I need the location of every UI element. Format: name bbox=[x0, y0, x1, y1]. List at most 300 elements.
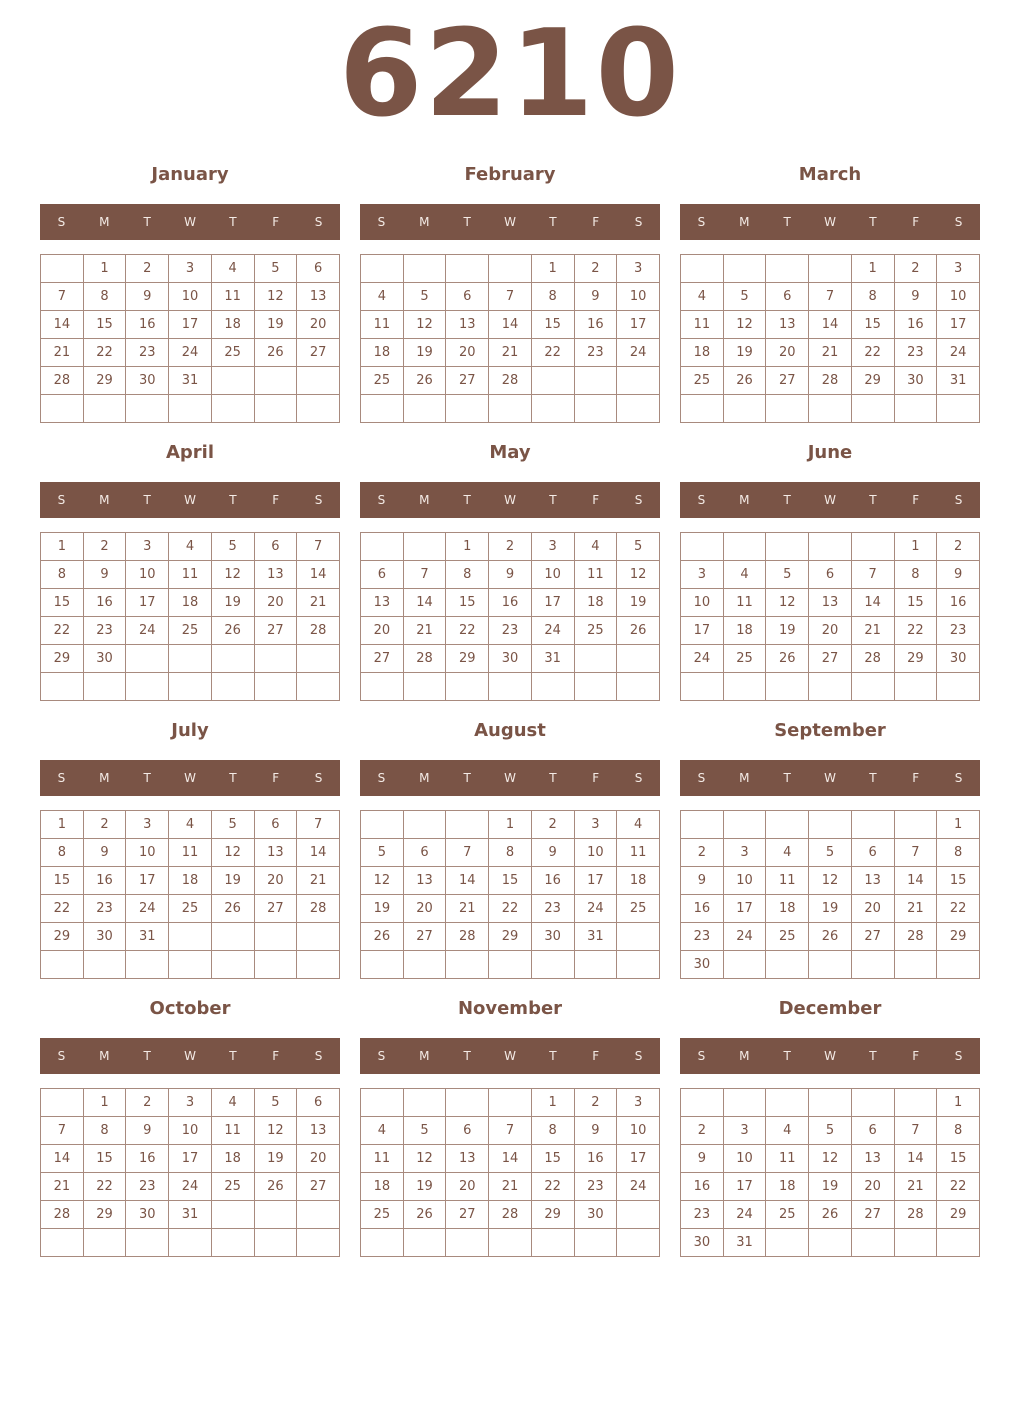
day-cell: 13 bbox=[254, 561, 297, 589]
day-cell: 21 bbox=[894, 1173, 937, 1201]
week-row bbox=[681, 867, 980, 895]
day-cell bbox=[809, 395, 852, 423]
day-cell: 3 bbox=[169, 255, 212, 283]
day-cell bbox=[894, 1089, 937, 1117]
day-cell: 22 bbox=[83, 339, 126, 367]
day-cell bbox=[937, 395, 980, 423]
day-cell: 28 bbox=[489, 367, 532, 395]
day-cell: 26 bbox=[254, 339, 297, 367]
weekday-label: F bbox=[912, 771, 920, 785]
day-cell bbox=[851, 673, 894, 701]
day-cell: 16 bbox=[126, 311, 169, 339]
weekday-label: T bbox=[229, 1049, 237, 1063]
day-cell: 10 bbox=[723, 867, 766, 895]
year-title: 6210 bbox=[339, 5, 681, 144]
day-cell: 17 bbox=[617, 311, 660, 339]
day-cell: 21 bbox=[489, 1173, 532, 1201]
day-cell: 17 bbox=[681, 617, 724, 645]
weekday-label: M bbox=[419, 493, 430, 507]
day-cell bbox=[41, 951, 84, 979]
day-cell: 13 bbox=[254, 839, 297, 867]
day-cell: 19 bbox=[809, 895, 852, 923]
weekday-label: S bbox=[697, 215, 706, 229]
day-cell: 19 bbox=[617, 589, 660, 617]
day-cell: 10 bbox=[617, 1117, 660, 1145]
day-cell bbox=[617, 673, 660, 701]
weekday-label: S bbox=[377, 1049, 386, 1063]
day-cell bbox=[809, 673, 852, 701]
weekday-label: S bbox=[634, 771, 643, 785]
day-cell: 16 bbox=[83, 589, 126, 617]
month-name: March bbox=[798, 164, 862, 185]
week-row bbox=[41, 311, 340, 339]
day-cell bbox=[723, 533, 766, 561]
weekday-label: T bbox=[783, 493, 791, 507]
day-cell bbox=[297, 645, 340, 673]
day-cell: 29 bbox=[41, 645, 84, 673]
day-cell: 21 bbox=[41, 339, 84, 367]
day-cell: 6 bbox=[403, 839, 446, 867]
day-cell: 26 bbox=[211, 895, 254, 923]
day-grid bbox=[40, 254, 340, 423]
day-cell: 11 bbox=[169, 839, 212, 867]
day-cell: 9 bbox=[83, 561, 126, 589]
day-cell: 20 bbox=[254, 867, 297, 895]
day-cell: 18 bbox=[211, 1145, 254, 1173]
day-cell bbox=[489, 1229, 532, 1257]
week-row bbox=[361, 311, 660, 339]
weekday-label: W bbox=[824, 215, 836, 229]
day-cell: 12 bbox=[211, 561, 254, 589]
weekday-label: M bbox=[739, 493, 750, 507]
weekday-label: F bbox=[272, 215, 280, 229]
day-cell: 13 bbox=[809, 589, 852, 617]
day-cell bbox=[297, 1201, 340, 1229]
day-cell: 9 bbox=[937, 561, 980, 589]
day-cell: 28 bbox=[41, 367, 84, 395]
week-row bbox=[41, 339, 340, 367]
weekday-label: W bbox=[504, 1049, 516, 1063]
week-row bbox=[41, 367, 340, 395]
day-cell: 30 bbox=[681, 951, 724, 979]
day-cell: 5 bbox=[211, 533, 254, 561]
day-cell bbox=[361, 1089, 404, 1117]
weekday-label: T bbox=[869, 1049, 877, 1063]
weekday-label: T bbox=[549, 215, 557, 229]
day-cell: 2 bbox=[681, 839, 724, 867]
day-cell bbox=[126, 395, 169, 423]
weekday-header bbox=[360, 204, 660, 240]
weekday-label: F bbox=[592, 215, 600, 229]
week-row bbox=[681, 1229, 980, 1257]
weekday-label: S bbox=[954, 771, 963, 785]
week-row bbox=[41, 1229, 340, 1257]
weekday-label: F bbox=[272, 771, 280, 785]
day-cell: 3 bbox=[617, 1089, 660, 1117]
week-row bbox=[41, 561, 340, 589]
day-cell: 16 bbox=[937, 589, 980, 617]
day-cell: 31 bbox=[937, 367, 980, 395]
day-cell bbox=[403, 673, 446, 701]
day-cell: 30 bbox=[83, 923, 126, 951]
day-cell bbox=[809, 811, 852, 839]
day-cell: 14 bbox=[41, 311, 84, 339]
day-cell: 3 bbox=[723, 839, 766, 867]
week-row bbox=[681, 895, 980, 923]
weekday-label: S bbox=[57, 771, 66, 785]
day-cell bbox=[211, 1201, 254, 1229]
day-cell: 11 bbox=[361, 1145, 404, 1173]
day-cell bbox=[617, 395, 660, 423]
day-cell: 22 bbox=[531, 339, 574, 367]
day-cell: 19 bbox=[361, 895, 404, 923]
day-cell bbox=[211, 923, 254, 951]
day-cell: 5 bbox=[361, 839, 404, 867]
day-cell bbox=[211, 1229, 254, 1257]
month-name: December bbox=[778, 998, 882, 1019]
day-cell: 11 bbox=[723, 589, 766, 617]
week-row bbox=[681, 923, 980, 951]
day-cell bbox=[531, 367, 574, 395]
day-cell: 20 bbox=[851, 895, 894, 923]
day-cell: 1 bbox=[41, 811, 84, 839]
day-cell bbox=[617, 367, 660, 395]
week-row bbox=[361, 1117, 660, 1145]
day-cell bbox=[83, 395, 126, 423]
day-cell: 1 bbox=[83, 255, 126, 283]
day-cell: 13 bbox=[361, 589, 404, 617]
weekday-label: S bbox=[697, 1049, 706, 1063]
day-cell bbox=[851, 951, 894, 979]
day-cell: 21 bbox=[809, 339, 852, 367]
day-cell bbox=[446, 951, 489, 979]
day-cell bbox=[489, 673, 532, 701]
day-cell: 22 bbox=[41, 895, 84, 923]
day-cell: 1 bbox=[851, 255, 894, 283]
weekday-label: W bbox=[824, 1049, 836, 1063]
day-cell: 28 bbox=[446, 923, 489, 951]
day-cell: 21 bbox=[403, 617, 446, 645]
month-name: August bbox=[474, 720, 546, 741]
week-row bbox=[41, 395, 340, 423]
day-cell: 12 bbox=[809, 1145, 852, 1173]
day-cell: 1 bbox=[531, 255, 574, 283]
day-cell bbox=[766, 1089, 809, 1117]
day-cell: 5 bbox=[254, 1089, 297, 1117]
day-cell: 8 bbox=[851, 283, 894, 311]
day-cell: 17 bbox=[169, 1145, 212, 1173]
day-cell: 29 bbox=[531, 1201, 574, 1229]
week-row bbox=[361, 895, 660, 923]
day-cell: 26 bbox=[403, 1201, 446, 1229]
day-cell: 14 bbox=[297, 561, 340, 589]
weekday-header bbox=[40, 760, 340, 796]
day-cell: 23 bbox=[681, 1201, 724, 1229]
week-row bbox=[681, 1145, 980, 1173]
weekday-label: T bbox=[143, 493, 151, 507]
day-cell: 28 bbox=[809, 367, 852, 395]
day-cell: 12 bbox=[403, 1145, 446, 1173]
day-cell bbox=[446, 673, 489, 701]
day-cell: 27 bbox=[851, 923, 894, 951]
weekday-header bbox=[360, 760, 660, 796]
day-cell: 23 bbox=[937, 617, 980, 645]
day-cell: 18 bbox=[681, 339, 724, 367]
day-cell: 7 bbox=[489, 283, 532, 311]
day-cell: 4 bbox=[723, 561, 766, 589]
day-cell: 29 bbox=[937, 1201, 980, 1229]
day-cell: 6 bbox=[361, 561, 404, 589]
day-cell bbox=[809, 951, 852, 979]
weekday-label: M bbox=[739, 1049, 750, 1063]
weekday-label: T bbox=[143, 215, 151, 229]
day-cell: 6 bbox=[809, 561, 852, 589]
day-cell: 31 bbox=[531, 645, 574, 673]
day-cell: 23 bbox=[894, 339, 937, 367]
day-cell: 25 bbox=[169, 895, 212, 923]
day-cell: 1 bbox=[83, 1089, 126, 1117]
week-row bbox=[681, 589, 980, 617]
week-row bbox=[41, 589, 340, 617]
day-cell bbox=[617, 1201, 660, 1229]
day-cell: 5 bbox=[766, 561, 809, 589]
day-cell: 27 bbox=[809, 645, 852, 673]
day-cell bbox=[937, 673, 980, 701]
day-cell: 8 bbox=[937, 839, 980, 867]
day-cell: 24 bbox=[574, 895, 617, 923]
day-cell: 10 bbox=[169, 283, 212, 311]
week-row bbox=[361, 1201, 660, 1229]
week-row bbox=[361, 951, 660, 979]
weekday-label: W bbox=[824, 493, 836, 507]
day-cell: 28 bbox=[851, 645, 894, 673]
day-cell bbox=[403, 1229, 446, 1257]
month-name: October bbox=[149, 998, 231, 1019]
day-cell bbox=[403, 951, 446, 979]
weekday-label: W bbox=[504, 215, 516, 229]
weekday-label: W bbox=[184, 771, 196, 785]
day-cell: 5 bbox=[809, 1117, 852, 1145]
day-cell bbox=[574, 673, 617, 701]
day-cell: 17 bbox=[126, 867, 169, 895]
day-cell: 7 bbox=[851, 561, 894, 589]
day-cell: 22 bbox=[851, 339, 894, 367]
day-cell: 12 bbox=[254, 283, 297, 311]
day-cell: 29 bbox=[851, 367, 894, 395]
weekday-label: S bbox=[377, 493, 386, 507]
day-cell: 24 bbox=[723, 1201, 766, 1229]
day-cell: 10 bbox=[169, 1117, 212, 1145]
day-cell: 8 bbox=[83, 283, 126, 311]
day-cell bbox=[211, 673, 254, 701]
day-cell bbox=[723, 811, 766, 839]
day-cell: 12 bbox=[361, 867, 404, 895]
day-cell: 6 bbox=[851, 839, 894, 867]
day-cell: 14 bbox=[489, 1145, 532, 1173]
day-cell: 17 bbox=[723, 895, 766, 923]
day-cell: 21 bbox=[297, 867, 340, 895]
day-cell bbox=[169, 923, 212, 951]
day-cell: 23 bbox=[126, 1173, 169, 1201]
day-cell: 15 bbox=[531, 1145, 574, 1173]
week-row bbox=[41, 283, 340, 311]
day-cell bbox=[169, 673, 212, 701]
day-cell: 5 bbox=[403, 283, 446, 311]
day-cell: 28 bbox=[41, 1201, 84, 1229]
day-cell bbox=[531, 1229, 574, 1257]
day-cell bbox=[297, 673, 340, 701]
day-cell: 31 bbox=[169, 1201, 212, 1229]
day-cell: 6 bbox=[297, 255, 340, 283]
day-cell bbox=[723, 673, 766, 701]
day-cell: 22 bbox=[531, 1173, 574, 1201]
day-cell bbox=[894, 951, 937, 979]
day-cell bbox=[169, 645, 212, 673]
day-cell: 29 bbox=[937, 923, 980, 951]
day-cell: 4 bbox=[766, 1117, 809, 1145]
day-cell bbox=[41, 395, 84, 423]
weekday-label: T bbox=[463, 215, 471, 229]
week-row bbox=[41, 1201, 340, 1229]
weekday-label: F bbox=[272, 493, 280, 507]
day-cell: 23 bbox=[83, 617, 126, 645]
day-cell: 25 bbox=[723, 645, 766, 673]
day-cell bbox=[851, 395, 894, 423]
month-name: January bbox=[151, 164, 229, 185]
day-cell bbox=[297, 367, 340, 395]
weekday-label: T bbox=[463, 1049, 471, 1063]
week-row bbox=[41, 923, 340, 951]
day-cell: 1 bbox=[937, 811, 980, 839]
day-cell: 3 bbox=[617, 255, 660, 283]
day-cell: 13 bbox=[851, 867, 894, 895]
day-cell: 25 bbox=[766, 1201, 809, 1229]
day-cell: 18 bbox=[361, 1173, 404, 1201]
day-cell bbox=[169, 395, 212, 423]
day-grid bbox=[40, 532, 340, 701]
day-cell bbox=[126, 673, 169, 701]
week-row bbox=[681, 673, 980, 701]
week-row bbox=[361, 255, 660, 283]
day-cell: 5 bbox=[211, 811, 254, 839]
day-cell: 8 bbox=[937, 1117, 980, 1145]
day-cell: 15 bbox=[83, 1145, 126, 1173]
week-row bbox=[681, 951, 980, 979]
day-cell: 7 bbox=[809, 283, 852, 311]
weekday-label: M bbox=[99, 771, 110, 785]
week-row bbox=[361, 533, 660, 561]
day-cell: 13 bbox=[446, 1145, 489, 1173]
day-cell: 24 bbox=[617, 339, 660, 367]
day-cell: 15 bbox=[83, 311, 126, 339]
day-cell: 9 bbox=[531, 839, 574, 867]
day-cell: 25 bbox=[766, 923, 809, 951]
day-cell bbox=[446, 1229, 489, 1257]
day-grid bbox=[360, 254, 660, 423]
day-cell bbox=[41, 673, 84, 701]
day-cell: 4 bbox=[211, 1089, 254, 1117]
week-row bbox=[361, 645, 660, 673]
weekday-label: W bbox=[504, 493, 516, 507]
week-row bbox=[681, 811, 980, 839]
day-cell: 24 bbox=[723, 923, 766, 951]
day-cell bbox=[766, 1229, 809, 1257]
weekday-header bbox=[360, 1038, 660, 1074]
day-cell: 21 bbox=[851, 617, 894, 645]
day-cell: 15 bbox=[446, 589, 489, 617]
week-row bbox=[41, 895, 340, 923]
day-cell: 28 bbox=[894, 923, 937, 951]
day-cell: 27 bbox=[446, 367, 489, 395]
day-cell: 8 bbox=[446, 561, 489, 589]
week-row bbox=[361, 395, 660, 423]
week-row bbox=[41, 645, 340, 673]
week-row bbox=[361, 1229, 660, 1257]
day-cell: 17 bbox=[723, 1173, 766, 1201]
day-cell bbox=[126, 1229, 169, 1257]
day-cell: 2 bbox=[83, 533, 126, 561]
day-cell: 29 bbox=[446, 645, 489, 673]
day-cell bbox=[297, 395, 340, 423]
day-cell bbox=[489, 395, 532, 423]
month-name: November bbox=[457, 998, 563, 1019]
day-cell bbox=[723, 255, 766, 283]
day-cell: 12 bbox=[403, 311, 446, 339]
weekday-label: F bbox=[592, 493, 600, 507]
day-cell: 7 bbox=[489, 1117, 532, 1145]
day-cell: 11 bbox=[766, 1145, 809, 1173]
day-cell: 14 bbox=[894, 1145, 937, 1173]
week-row bbox=[41, 867, 340, 895]
day-cell bbox=[297, 951, 340, 979]
weekday-label: T bbox=[229, 493, 237, 507]
day-cell: 13 bbox=[297, 283, 340, 311]
week-row bbox=[41, 1089, 340, 1117]
day-cell: 11 bbox=[617, 839, 660, 867]
day-cell: 2 bbox=[126, 255, 169, 283]
day-cell: 4 bbox=[766, 839, 809, 867]
month-name: February bbox=[464, 164, 556, 185]
day-cell: 24 bbox=[126, 617, 169, 645]
weekday-label: M bbox=[739, 771, 750, 785]
day-cell: 12 bbox=[766, 589, 809, 617]
day-cell: 6 bbox=[254, 533, 297, 561]
day-cell: 31 bbox=[169, 367, 212, 395]
day-cell: 28 bbox=[489, 1201, 532, 1229]
day-cell bbox=[766, 673, 809, 701]
day-cell: 20 bbox=[446, 339, 489, 367]
day-cell: 18 bbox=[766, 1173, 809, 1201]
day-cell: 22 bbox=[937, 1173, 980, 1201]
weekday-label: T bbox=[549, 493, 557, 507]
week-row bbox=[361, 923, 660, 951]
month-name: September bbox=[774, 720, 886, 741]
day-cell: 15 bbox=[41, 867, 84, 895]
day-cell: 18 bbox=[723, 617, 766, 645]
day-cell bbox=[851, 811, 894, 839]
day-cell: 26 bbox=[254, 1173, 297, 1201]
day-cell: 28 bbox=[894, 1201, 937, 1229]
weekday-label: T bbox=[549, 1049, 557, 1063]
day-cell: 20 bbox=[297, 1145, 340, 1173]
week-row bbox=[681, 395, 980, 423]
day-cell bbox=[211, 951, 254, 979]
day-cell: 23 bbox=[531, 895, 574, 923]
day-cell: 16 bbox=[83, 867, 126, 895]
day-cell bbox=[361, 1229, 404, 1257]
day-cell: 16 bbox=[126, 1145, 169, 1173]
day-cell: 1 bbox=[937, 1089, 980, 1117]
